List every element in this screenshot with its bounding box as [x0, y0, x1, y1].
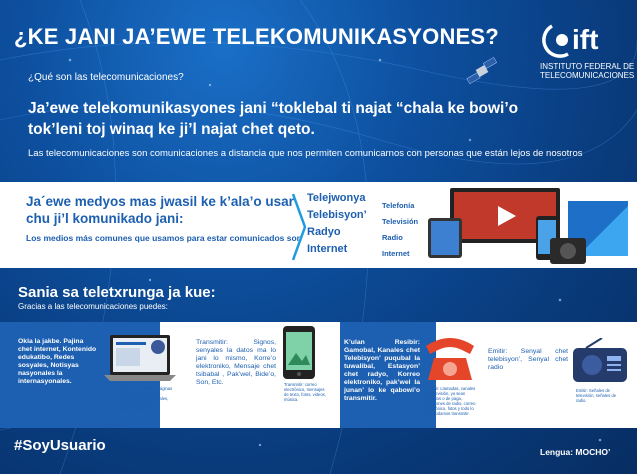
- laptop-facebook-icon: [104, 333, 176, 385]
- question-spanish: ¿Qué son las telecomunicaciones?: [28, 72, 184, 83]
- telephone-icon: [422, 334, 478, 384]
- media-list-spanish: Telefonía Televisión Radio Internet: [382, 201, 419, 258]
- language-label: Lengua: MOCHO’: [540, 447, 611, 457]
- media-title: Ja´ewe medyos mas jwasil ke k’ala’o usar chu ji’l komunikado jani:: [26, 194, 294, 226]
- media-spanish: Los medios más comunes que usamos para estar comunicados son: [26, 233, 302, 243]
- transmit-text-spanish: Transmitir: correo electrónico, mensajes de texto, fotos, videos, música.: [284, 382, 326, 402]
- services-title: Sania sa teletxrunga ja kue:: [18, 284, 216, 301]
- main-definition: Ja’ewe telekomunikasyones jani “toklebal ti najat “chala ke bowi’o tok’leni toj winaq ke ji’l najat chet qeto.: [28, 100, 519, 138]
- services-subtitle: Gracias a las telecomunicaciones puedes:: [18, 302, 168, 311]
- logo-subtitle: INSTITUTO FEDERAL DE TELECOMUNICACIONES: [540, 62, 635, 80]
- access-text-spanish: Acceder y consultar: Páginas de internet, contenidos educativos, redes sociales, noticias nacionales e internacionales.: [118, 386, 173, 411]
- access-text: Okla la jakbe. Pajina chet internet, Kontenido edukatibo, Redes sosyales, Notisyas nasyonales la internasyonales.: [18, 338, 97, 385]
- media-list-native: Telejwonya Telebisyon’ Radyo Internet: [307, 192, 367, 255]
- smartphone-icon: [282, 325, 316, 380]
- page-title: ¿KE JANI JA’EWE TELEKOMUNIKASYONES?: [14, 24, 499, 49]
- emit-text-spanish: Emitir: Señales de televisión, señales de radio.: [576, 388, 617, 403]
- logo-wordmark: ift: [572, 24, 599, 55]
- receive-text-spanish: Recibir: Llamadas, canales de televisión, ya sean gratuitos o de paga, estaciones de radio, correo electrónico, fotos y todo lo que podamos transmitir.: [425, 386, 476, 416]
- satellite-icon: [463, 52, 503, 92]
- transmit-text: Transmitir: Signos, senyales la datos ma lo jani lo mismo, Korre’o elektroniko, Mensaje chet tsibabal , Pak’wel, Bide’o, Son, Etc.: [196, 339, 276, 386]
- emit-text: Emitir: Senyal chet telebisyon’, Senyal chet radio: [488, 348, 568, 371]
- chevron-right-icon: [292, 192, 306, 262]
- devices-illustration: [428, 186, 628, 266]
- receive-text: K’ulan Resibir: Gamobal, Kanales chet Telebisyon’ puqubal la tuwalibal, Estasyon’ chet radyo, Korreo elektroniko, pak’wel la junan’ lo ke qabowi’o transmitir.: [344, 339, 420, 402]
- definition-spanish: Las telecomunicaciones son comunicaciones a distancia que nos permiten comunicarnos con personas que están lejos de nosotros: [28, 148, 583, 159]
- radio-icon: [572, 338, 628, 384]
- hashtag: #SoyUsuario: [14, 437, 106, 454]
